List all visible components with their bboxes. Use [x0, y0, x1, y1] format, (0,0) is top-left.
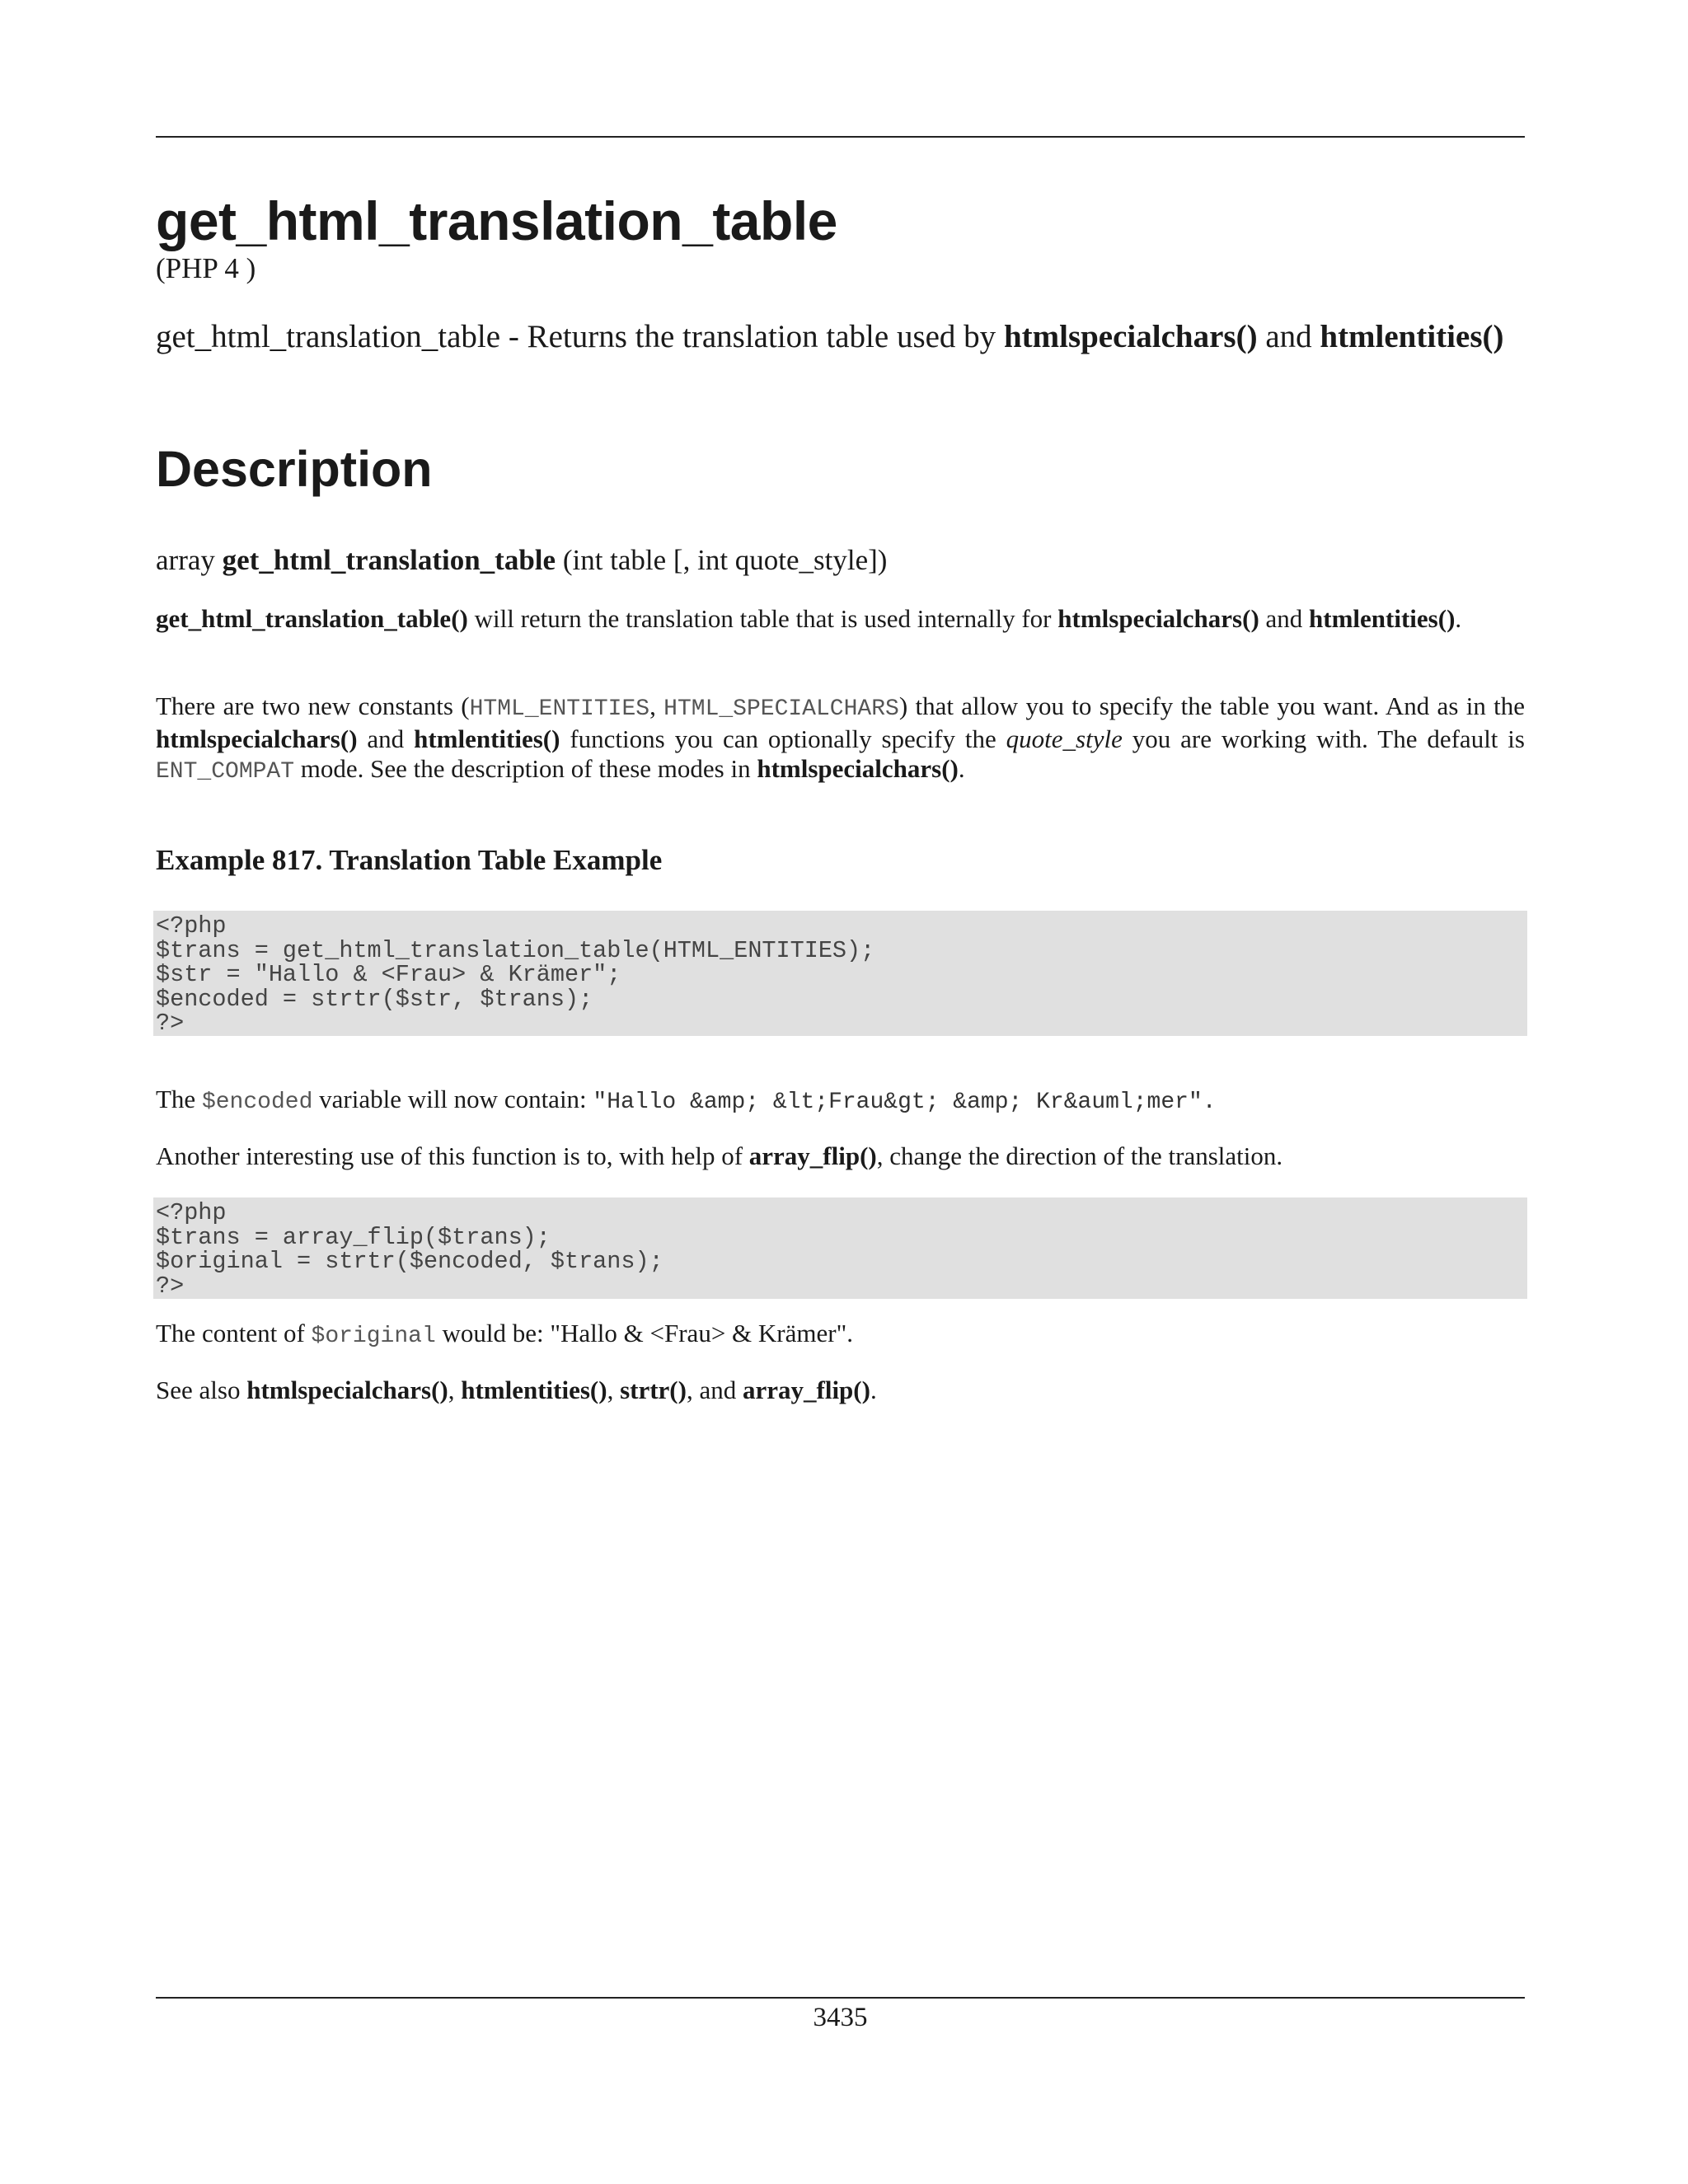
- constant-html-entities: HTML_ENTITIES: [469, 696, 650, 722]
- section-title: Description: [156, 441, 433, 497]
- code-line: $trans = array_flip($trans);: [156, 1223, 551, 1251]
- code-line: $original = strtr($encoded, $trans);: [156, 1248, 663, 1275]
- code-block-example: [153, 911, 1527, 1036]
- footer-rule: [156, 1997, 1525, 1999]
- php-version: (PHP 4 ): [156, 252, 256, 284]
- constant-ent-compat: ENT_COMPAT: [156, 759, 295, 785]
- page-number: 3435: [813, 2003, 868, 2032]
- code-line: <?php: [156, 1199, 227, 1226]
- header-rule: [156, 136, 1525, 138]
- code-line: ?>: [156, 1272, 185, 1300]
- code-line: $trans = get_html_translation_table(HTML_ENTITIES);: [156, 936, 875, 964]
- var-encoded: $encoded: [201, 1090, 313, 1115]
- manual-page: [156, 0, 1525, 2184]
- code-line: $encoded = strtr($str, $trans);: [156, 985, 593, 1013]
- constant-html-specialchars: HTML_SPECIALCHARS: [663, 696, 899, 722]
- function-synopsis: array get_html_translation_table (int table [, int quote_style]): [156, 544, 888, 576]
- description-paragraph-1: get_html_translation_table() will return the translation table that is used internally for htmlspecialchars() and htmlentities().: [156, 604, 1462, 633]
- synopsis-function-name: get_html_translation_table: [222, 544, 556, 576]
- encoded-result-paragraph: The $encoded variable will now contain: "Hallo &amp; &lt;Frau&gt; &amp; Kr&auml;mer".: [156, 1085, 1217, 1115]
- page-title: get_html_translation_table: [156, 190, 837, 251]
- var-original: $original: [311, 1324, 436, 1349]
- code-line: ?>: [156, 1010, 185, 1037]
- code-line: <?php: [156, 912, 227, 940]
- fn-link-htmlentities: htmlentities(): [1320, 319, 1504, 354]
- encoded-value: "Hallo &amp; &lt;Frau&gt; &amp; Kr&auml;mer".: [593, 1090, 1217, 1115]
- description-paragraph-2: There are two new constants (HTML_ENTITIES, HTML_SPECIALCHARS) that allow you to specify the table you want. And as in the htmlspecialchars() and htmlentities() functions you can optionally specify the quote_style you are working with. The default is ENT_COMPAT mode. See the description of these modes in htmlspecialchars().: [156, 691, 1526, 785]
- code-block-array-flip: [153, 1197, 1527, 1299]
- code-line: $str = "Hallo & <Frau> & Krämer";: [156, 961, 621, 988]
- example-title: Example 817. Translation Table Example: [156, 844, 663, 876]
- fn-link-htmlspecialchars: htmlspecialchars(): [1003, 319, 1258, 354]
- original-result-paragraph: The content of $original would be: "Hallo & <Frau> & Krämer".: [156, 1319, 853, 1349]
- see-also-paragraph: See also htmlspecialchars(), htmlentities(), strtr(), and array_flip().: [156, 1376, 877, 1404]
- ref-purpose: get_html_translation_table - Returns the translation table used by htmlspecialchars() and htmlentities(): [156, 319, 1504, 354]
- array-flip-paragraph: Another interesting use of this function is to, with help of array_flip(), change the direction of the translation.: [156, 1141, 1283, 1170]
